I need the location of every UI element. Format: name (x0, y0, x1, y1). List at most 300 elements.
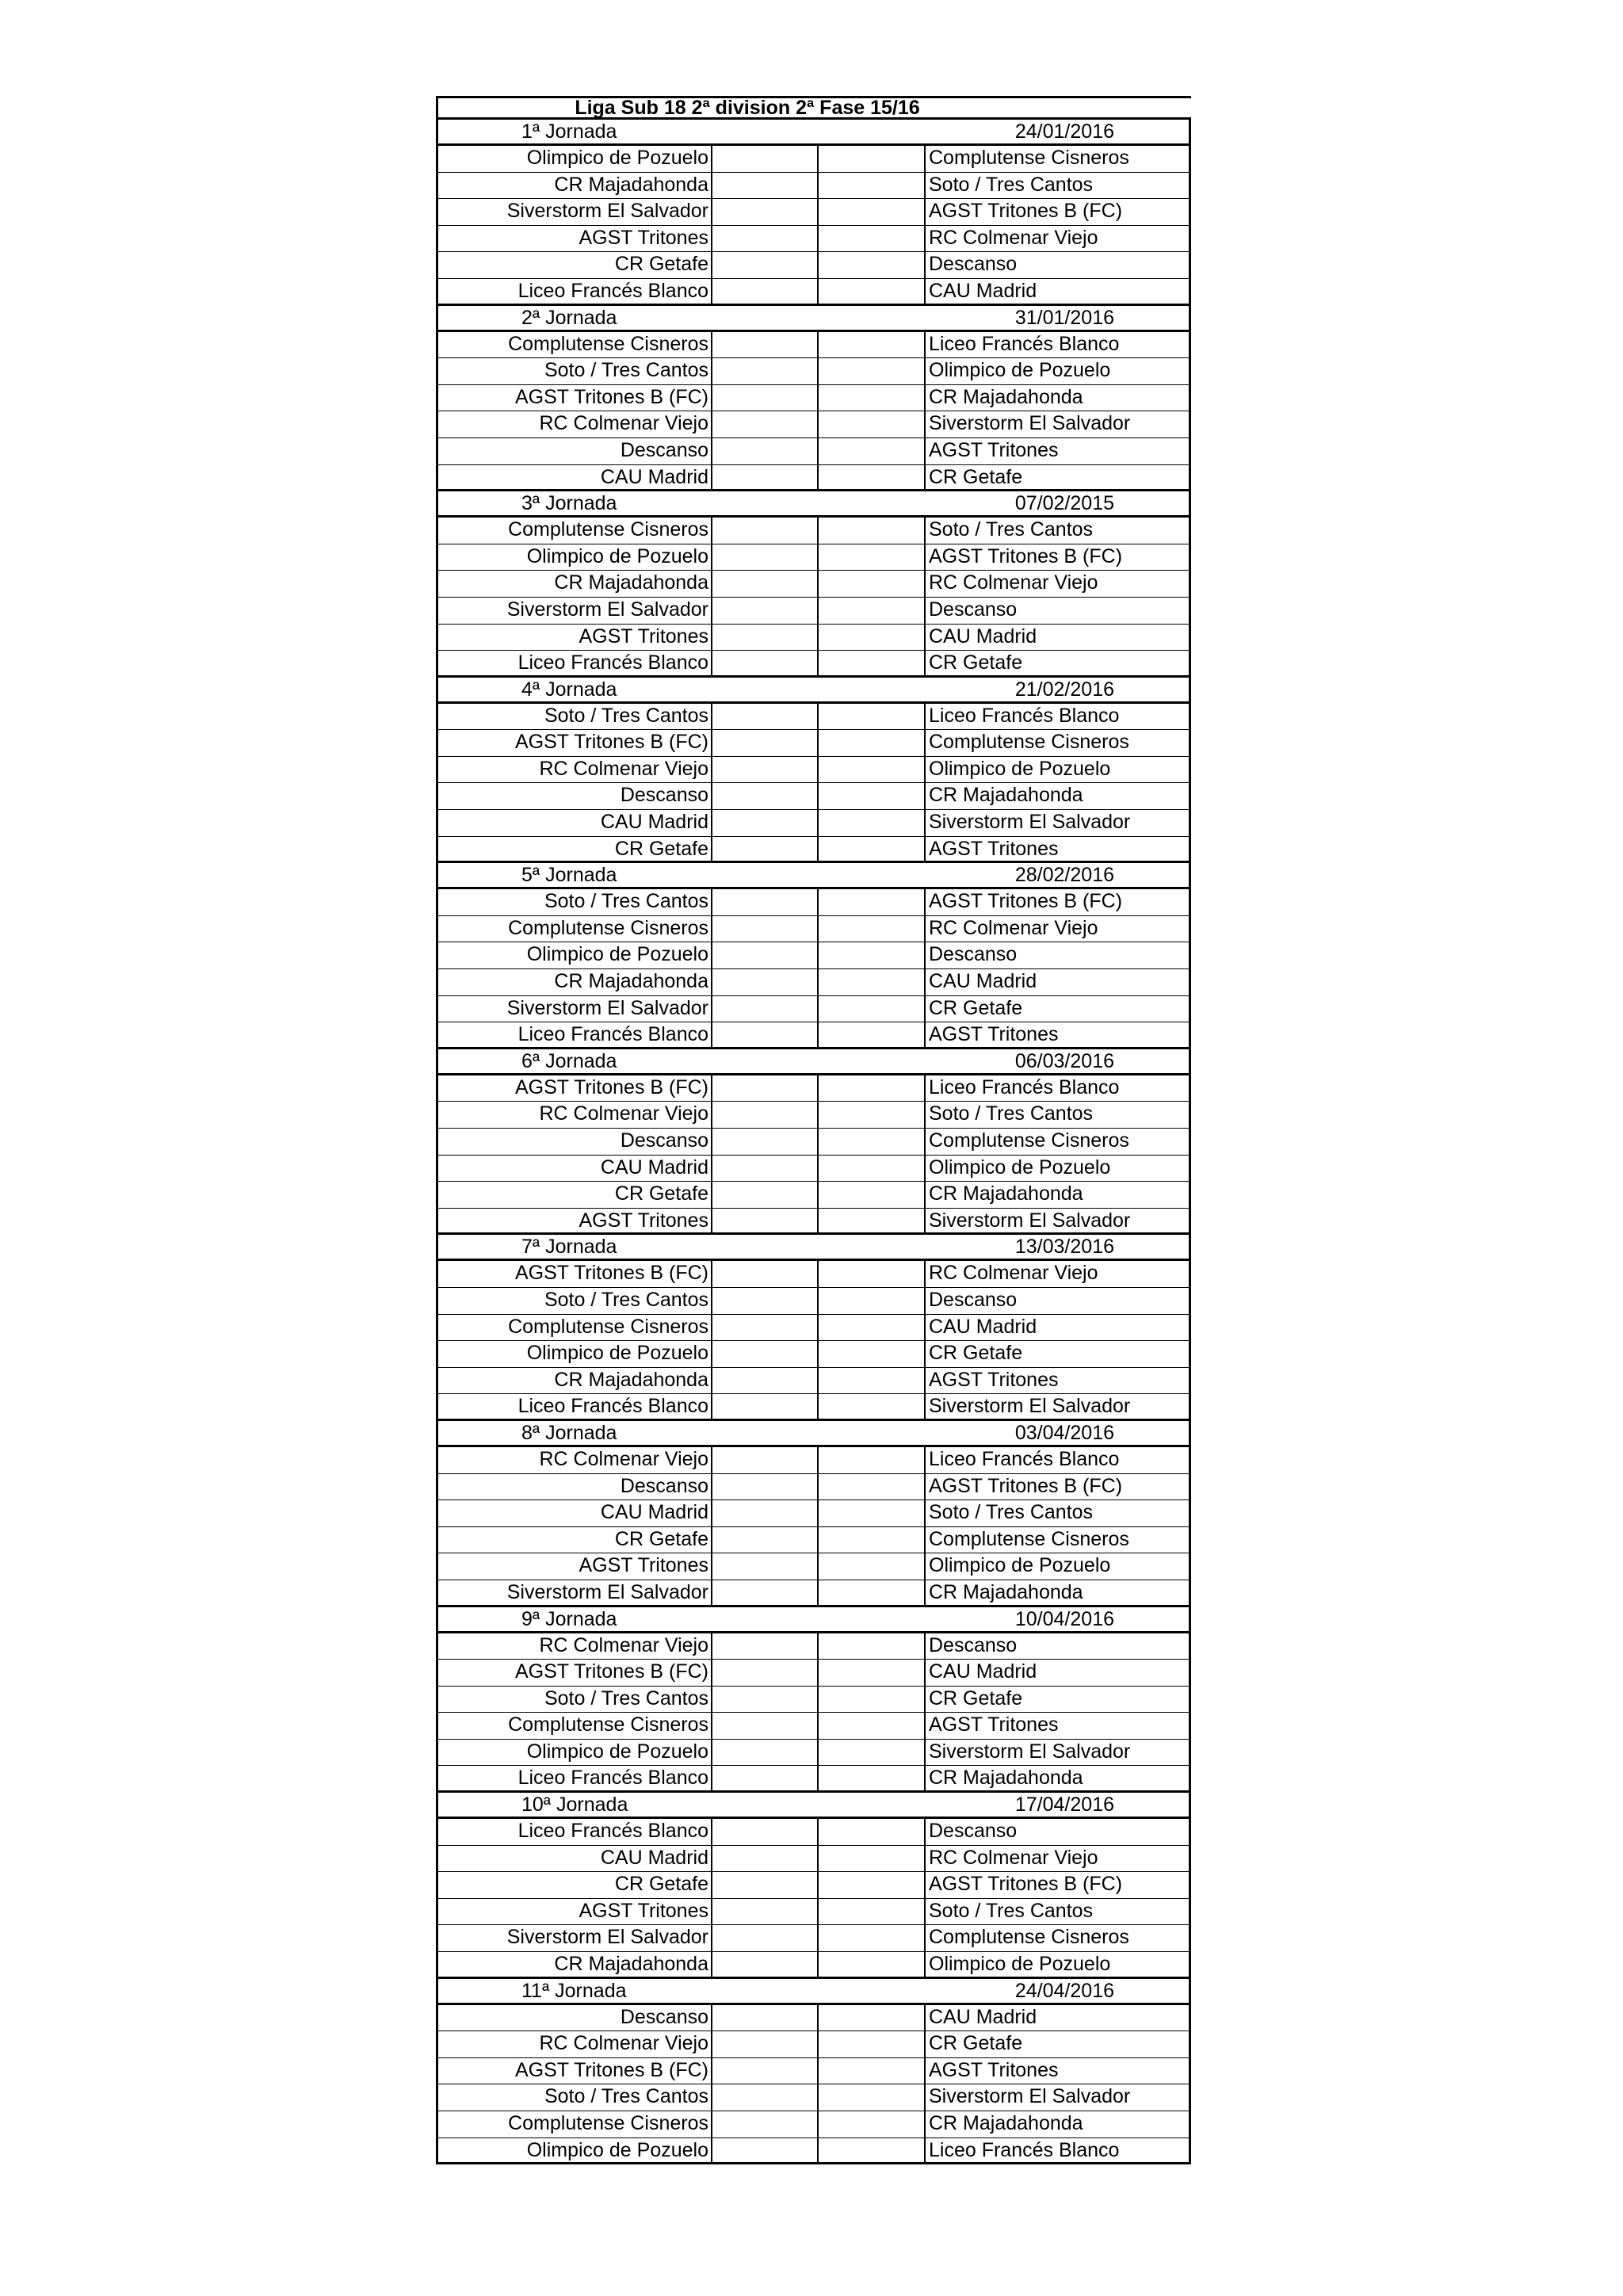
away-score-cell (819, 942, 926, 968)
away-team: CR Getafe (929, 1342, 1023, 1365)
round-name: 2ª Jornada (521, 306, 617, 329)
away-team: Soto / Tres Cantos (929, 518, 1094, 541)
away-score-cell (819, 1633, 926, 1660)
match-row (436, 2138, 1191, 2165)
away-score-cell (819, 279, 926, 304)
match-row (436, 1553, 1191, 1580)
home-team: RC Colmenar Viejo (438, 1447, 712, 1473)
match-row (436, 1261, 1191, 1288)
away-score-cell (819, 837, 926, 861)
away-team: Complutense Cisneros (929, 1926, 1129, 1949)
home-team: AGST Tritones B (FC) (438, 1261, 712, 1287)
match-row (436, 704, 1191, 731)
home-team: Olimpico de Pozuelo (438, 2138, 712, 2163)
away-team: CR Majadahonda (929, 1182, 1083, 1205)
away-score-cell (819, 704, 926, 730)
round-name: 4ª Jornada (521, 678, 617, 701)
away-score-cell (819, 1394, 926, 1419)
away-team: Descanso (929, 253, 1018, 276)
away-score-cell (819, 146, 926, 172)
home-team: AGST Tritones B (FC) (438, 1075, 712, 1102)
match-row (436, 1182, 1191, 1209)
match-row (436, 1527, 1191, 1554)
home-score-cell (712, 1182, 819, 1208)
away-team: CAU Madrid (929, 1315, 1037, 1338)
home-score-cell (712, 730, 819, 756)
home-score-cell (712, 385, 819, 411)
match-row (436, 1075, 1191, 1102)
match-row (436, 411, 1191, 438)
home-score-cell (712, 1102, 819, 1128)
away-team: Siverstorm El Salvador (929, 412, 1131, 435)
away-team: Descanso (929, 1633, 1018, 1656)
match-row (436, 810, 1191, 837)
away-score-cell (819, 1182, 926, 1208)
home-team: Descanso (438, 2005, 712, 2031)
away-team: Olimpico de Pozuelo (929, 757, 1111, 780)
match-row (436, 173, 1191, 200)
away-team: Complutense Cisneros (929, 147, 1129, 169)
away-team: CR Getafe (929, 465, 1023, 488)
home-score-cell (712, 969, 819, 995)
home-score-cell (712, 625, 819, 651)
away-team: Descanso (929, 1288, 1018, 1311)
away-team: Siverstorm El Salvador (929, 1740, 1131, 1763)
away-score-cell (819, 1527, 926, 1553)
away-team: CR Getafe (929, 651, 1023, 674)
home-team: Complutense Cisneros (438, 1713, 712, 1739)
home-team: CR Majadahonda (438, 1368, 712, 1394)
match-row (436, 465, 1191, 492)
away-score-cell (819, 1288, 926, 1314)
home-team: Descanso (438, 1129, 712, 1155)
home-score-cell (712, 1553, 819, 1580)
home-team: RC Colmenar Viejo (438, 2031, 712, 2057)
away-team: CR Majadahonda (929, 784, 1083, 807)
match-row (436, 757, 1191, 784)
away-team: Descanso (929, 598, 1018, 621)
away-score-cell (819, 757, 926, 783)
home-score-cell (712, 199, 819, 225)
round-name: 3ª Jornada (521, 492, 617, 515)
home-team: Soto / Tres Cantos (438, 358, 712, 384)
home-team: AGST Tritones (438, 1209, 712, 1233)
round-header (436, 1979, 1191, 2005)
away-team: Soto / Tres Cantos (929, 1899, 1094, 1922)
home-score-cell (712, 598, 819, 624)
home-team: CR Majadahonda (438, 969, 712, 995)
away-score-cell (819, 2005, 926, 2031)
away-team: Siverstorm El Salvador (929, 1209, 1131, 1232)
match-row (436, 1129, 1191, 1156)
home-score-cell (712, 332, 819, 358)
home-score-cell (712, 1740, 819, 1766)
match-row (436, 1102, 1191, 1129)
away-team: AGST Tritones B (FC) (929, 1474, 1123, 1497)
home-score-cell (712, 2138, 819, 2163)
away-team: Olimpico de Pozuelo (929, 1156, 1111, 1179)
round-header (436, 491, 1191, 518)
match-row (436, 1341, 1191, 1368)
home-team: AGST Tritones (438, 1899, 712, 1925)
away-score-cell (819, 996, 926, 1022)
home-score-cell (712, 757, 819, 783)
round-date: 17/04/2016 (1014, 1794, 1114, 1817)
home-score-cell (712, 837, 819, 861)
match-row (436, 1846, 1191, 1873)
match-row (436, 518, 1191, 544)
away-team: RC Colmenar Viejo (929, 226, 1098, 249)
match-row (436, 651, 1191, 678)
home-score-cell (712, 571, 819, 597)
home-score-cell (712, 465, 819, 490)
round-date: 28/02/2016 (1014, 864, 1114, 887)
home-team: CAU Madrid (438, 1156, 712, 1182)
away-score-cell (819, 598, 926, 624)
match-row (436, 730, 1191, 757)
home-team: Olimpico de Pozuelo (438, 1740, 712, 1766)
home-team: AGST Tritones (438, 1553, 712, 1580)
away-score-cell (819, 1075, 926, 1102)
home-score-cell (712, 889, 819, 915)
home-team: Siverstorm El Salvador (438, 199, 712, 225)
home-team: CAU Madrid (438, 465, 712, 490)
round-header (436, 1421, 1191, 1447)
away-team: Olimpico de Pozuelo (929, 359, 1111, 382)
away-team: Soto / Tres Cantos (929, 1501, 1094, 1524)
home-score-cell (712, 1713, 819, 1739)
away-team: AGST Tritones B (FC) (929, 544, 1123, 567)
away-team: Liceo Francés Blanco (929, 332, 1120, 355)
home-score-cell (712, 438, 819, 464)
away-team: RC Colmenar Viejo (929, 1846, 1098, 1869)
away-team: CAU Madrid (929, 625, 1037, 648)
home-team: RC Colmenar Viejo (438, 757, 712, 783)
match-row (436, 146, 1191, 173)
sheet-title-row (436, 96, 1191, 120)
round-date: 31/01/2016 (1014, 306, 1114, 329)
home-score-cell (712, 942, 819, 968)
home-score-cell (712, 1075, 819, 1102)
round-date: 06/03/2016 (1014, 1049, 1114, 1072)
away-team: Descanso (929, 1820, 1018, 1843)
away-team: CAU Madrid (929, 970, 1037, 993)
match-row (436, 2058, 1191, 2085)
home-team: Complutense Cisneros (438, 332, 712, 358)
home-team: CR Getafe (438, 252, 712, 278)
home-score-cell (712, 1288, 819, 1314)
home-team: Soto / Tres Cantos (438, 704, 712, 730)
round-date: 10/04/2016 (1014, 1607, 1114, 1630)
home-team: RC Colmenar Viejo (438, 1633, 712, 1660)
away-score-cell (819, 1740, 926, 1766)
home-team: Liceo Francés Blanco (438, 279, 712, 304)
home-score-cell (712, 1500, 819, 1526)
home-team: Soto / Tres Cantos (438, 1687, 712, 1713)
away-team: AGST Tritones (929, 1368, 1059, 1391)
away-score-cell (819, 625, 926, 651)
match-row (436, 252, 1191, 279)
away-score-cell (819, 2084, 926, 2111)
away-team: CR Majadahonda (929, 385, 1083, 408)
match-row (436, 969, 1191, 996)
round-header (436, 1235, 1191, 1261)
round-header (436, 1607, 1191, 1633)
round-name: 1ª Jornada (521, 120, 617, 143)
away-score-cell (819, 2111, 926, 2137)
home-team: Liceo Francés Blanco (438, 1819, 712, 1845)
round-date: 03/04/2016 (1014, 1421, 1114, 1444)
home-team: Liceo Francés Blanco (438, 651, 712, 675)
home-score-cell (712, 146, 819, 172)
away-score-cell (819, 411, 926, 437)
away-team: AGST Tritones (929, 2058, 1059, 2081)
home-team: CAU Madrid (438, 1846, 712, 1872)
away-score-cell (819, 1925, 926, 1951)
home-score-cell (712, 1527, 819, 1553)
home-team: AGST Tritones B (FC) (438, 385, 712, 411)
away-score-cell (819, 518, 926, 544)
away-score-cell (819, 1315, 926, 1341)
away-score-cell (819, 1209, 926, 1233)
home-team: AGST Tritones B (FC) (438, 2058, 712, 2084)
home-score-cell (712, 1660, 819, 1686)
round-name: 6ª Jornada (521, 1049, 617, 1072)
away-team: AGST Tritones (929, 1023, 1059, 1046)
match-row (436, 1899, 1191, 1926)
home-score-cell (712, 1341, 819, 1367)
home-score-cell (712, 518, 819, 544)
away-team: CAU Madrid (929, 279, 1037, 302)
match-row (436, 571, 1191, 598)
match-row (436, 1766, 1191, 1793)
home-team: CAU Madrid (438, 1500, 712, 1526)
home-team: Soto / Tres Cantos (438, 1288, 712, 1314)
home-team: AGST Tritones B (FC) (438, 730, 712, 756)
fixture-table (436, 96, 1191, 2164)
round-date: 21/02/2016 (1014, 678, 1114, 701)
home-team: Olimpico de Pozuelo (438, 942, 712, 968)
home-team: RC Colmenar Viejo (438, 411, 712, 437)
rounds-container (436, 120, 1191, 2164)
away-score-cell (819, 1846, 926, 1872)
home-score-cell (712, 996, 819, 1022)
home-score-cell (712, 1022, 819, 1047)
away-team: CR Getafe (929, 1687, 1023, 1710)
away-team: AGST Tritones B (FC) (929, 200, 1123, 223)
home-team: Soto / Tres Cantos (438, 889, 712, 915)
match-row (436, 1474, 1191, 1501)
away-team: AGST Tritones B (FC) (929, 890, 1123, 913)
home-score-cell (712, 1156, 819, 1182)
away-team: Siverstorm El Salvador (929, 1395, 1131, 1418)
match-row (436, 2084, 1191, 2111)
away-score-cell (819, 730, 926, 756)
home-team: RC Colmenar Viejo (438, 1102, 712, 1128)
home-team: Complutense Cisneros (438, 916, 712, 942)
match-row (436, 837, 1191, 864)
away-team: Olimpico de Pozuelo (929, 1554, 1111, 1577)
round-name: 8ª Jornada (521, 1421, 617, 1444)
away-score-cell (819, 1553, 926, 1580)
home-score-cell (712, 1819, 819, 1845)
away-team: CR Majadahonda (929, 2112, 1083, 2134)
match-row (436, 226, 1191, 253)
away-team: Siverstorm El Salvador (929, 2085, 1131, 2108)
round-date: 24/04/2016 (1014, 1979, 1114, 2002)
round-header (436, 678, 1191, 704)
away-score-cell (819, 1261, 926, 1287)
home-score-cell (712, 2084, 819, 2111)
away-score-cell (819, 358, 926, 384)
match-row (436, 1209, 1191, 1236)
home-team: Olimpico de Pozuelo (438, 146, 712, 172)
away-team: Soto / Tres Cantos (929, 1102, 1094, 1125)
home-score-cell (712, 1925, 819, 1951)
home-team: Siverstorm El Salvador (438, 1580, 712, 1605)
away-score-cell (819, 916, 926, 942)
away-score-cell (819, 1156, 926, 1182)
round-name: 9ª Jornada (521, 1607, 617, 1630)
home-score-cell (712, 651, 819, 675)
match-row (436, 2111, 1191, 2138)
round-name: 11ª Jornada (521, 1979, 627, 2002)
home-score-cell (712, 1209, 819, 1233)
away-score-cell (819, 1022, 926, 1047)
home-team: CAU Madrid (438, 810, 712, 836)
away-team: Descanso (929, 943, 1018, 966)
match-row (436, 1580, 1191, 1607)
match-row (436, 1740, 1191, 1767)
home-team: Siverstorm El Salvador (438, 598, 712, 624)
home-team: Liceo Francés Blanco (438, 1394, 712, 1419)
away-score-cell (819, 810, 926, 836)
home-team: Complutense Cisneros (438, 1315, 712, 1341)
match-row (436, 1925, 1191, 1952)
home-score-cell (712, 704, 819, 730)
away-team: AGST Tritones (929, 438, 1059, 461)
home-score-cell (712, 226, 819, 252)
home-team: AGST Tritones (438, 625, 712, 651)
home-team: AGST Tritones B (FC) (438, 1660, 712, 1686)
home-team: Liceo Francés Blanco (438, 1022, 712, 1047)
away-team: Soto / Tres Cantos (929, 173, 1094, 196)
away-team: CR Majadahonda (929, 1767, 1083, 1790)
away-score-cell (819, 783, 926, 809)
away-score-cell (819, 1819, 926, 1845)
match-row (436, 1368, 1191, 1395)
match-row (436, 783, 1191, 810)
home-score-cell (712, 1846, 819, 1872)
round-date: 13/03/2016 (1014, 1236, 1114, 1259)
away-score-cell (819, 465, 926, 490)
home-team: CR Majadahonda (438, 173, 712, 199)
match-row (436, 2031, 1191, 2058)
home-team: CR Getafe (438, 837, 712, 861)
home-score-cell (712, 1129, 819, 1155)
home-score-cell (712, 358, 819, 384)
away-score-cell (819, 252, 926, 278)
away-score-cell (819, 438, 926, 464)
match-row (436, 598, 1191, 625)
away-score-cell (819, 571, 926, 597)
away-team: AGST Tritones (929, 837, 1059, 860)
home-score-cell (712, 1474, 819, 1500)
home-team: CR Getafe (438, 1872, 712, 1898)
away-score-cell (819, 1687, 926, 1713)
home-score-cell (712, 1261, 819, 1287)
home-score-cell (712, 1580, 819, 1605)
home-team: Descanso (438, 783, 712, 809)
away-score-cell (819, 1368, 926, 1394)
away-score-cell (819, 173, 926, 199)
away-score-cell (819, 1580, 926, 1605)
match-row (436, 1872, 1191, 1899)
away-score-cell (819, 1952, 926, 1977)
match-row (436, 279, 1191, 306)
home-score-cell (712, 2031, 819, 2057)
match-row (436, 332, 1191, 359)
home-score-cell (712, 1315, 819, 1341)
home-team: Complutense Cisneros (438, 518, 712, 544)
round-date: 07/02/2015 (1014, 492, 1114, 515)
home-score-cell (712, 252, 819, 278)
match-row (436, 1713, 1191, 1740)
away-score-cell (819, 2058, 926, 2084)
round-header (436, 1049, 1191, 1075)
home-score-cell (712, 544, 819, 571)
round-header (436, 1793, 1191, 1819)
home-score-cell (712, 1633, 819, 1660)
match-row (436, 942, 1191, 969)
away-team: CR Majadahonda (929, 1580, 1083, 1603)
away-score-cell (819, 1474, 926, 1500)
round-header (436, 863, 1191, 889)
away-score-cell (819, 1660, 926, 1686)
home-score-cell (712, 1447, 819, 1473)
away-score-cell (819, 889, 926, 915)
away-team: AGST Tritones (929, 1713, 1059, 1736)
away-team: Liceo Francés Blanco (929, 1447, 1120, 1470)
home-score-cell (712, 1394, 819, 1419)
home-score-cell (712, 2111, 819, 2137)
home-team: CR Getafe (438, 1182, 712, 1208)
match-row (436, 358, 1191, 385)
away-score-cell (819, 1899, 926, 1925)
away-team: Complutense Cisneros (929, 1129, 1129, 1152)
away-score-cell (819, 544, 926, 571)
match-row (436, 1952, 1191, 1979)
match-row (436, 385, 1191, 412)
match-row (436, 1500, 1191, 1527)
home-score-cell (712, 783, 819, 809)
home-team: CR Getafe (438, 1527, 712, 1553)
home-score-cell (712, 1687, 819, 1713)
match-row (436, 625, 1191, 651)
away-team: Complutense Cisneros (929, 731, 1129, 754)
home-team: CR Majadahonda (438, 571, 712, 597)
home-score-cell (712, 810, 819, 836)
away-score-cell (819, 1341, 926, 1367)
match-row (436, 1687, 1191, 1713)
away-team: CAU Madrid (929, 1660, 1037, 1683)
home-team: Soto / Tres Cantos (438, 2084, 712, 2111)
home-team: Siverstorm El Salvador (438, 1925, 712, 1951)
away-team: RC Colmenar Viejo (929, 571, 1098, 594)
match-row (436, 1394, 1191, 1421)
home-team: Siverstorm El Salvador (438, 996, 712, 1022)
match-row (436, 1660, 1191, 1687)
